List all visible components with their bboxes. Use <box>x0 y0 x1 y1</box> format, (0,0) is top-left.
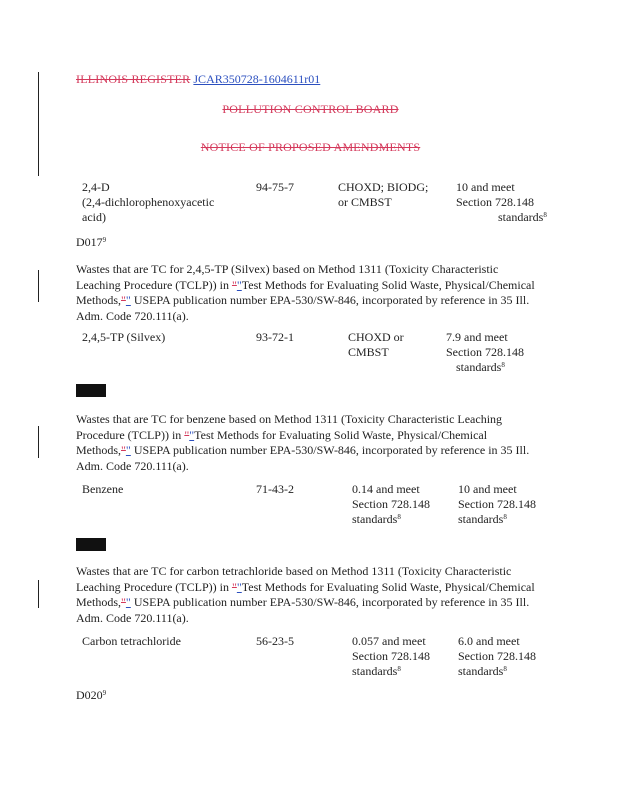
redaction-block <box>76 538 106 551</box>
footnote-mark: 8 <box>543 211 547 219</box>
register-struck: ILLINOIS REGISTER <box>76 72 191 86</box>
paragraph-line: Adm. Code 720.111(a). <box>76 308 189 323</box>
waste-name-line3: acid) <box>82 210 106 224</box>
deleted-mark: " <box>231 579 237 594</box>
paragraph <box>76 262 546 324</box>
footnote-mark: 8 <box>397 513 401 521</box>
concentration-line2: Section 728.148 <box>458 649 536 663</box>
revision-bar <box>38 426 39 458</box>
concentration-line3: standards <box>456 360 502 374</box>
waste-name-line2: (2,4-dichlorophenoxyacetic <box>82 195 215 209</box>
inserted-mark: " <box>125 595 131 609</box>
waste-name: 2,4,5-TP (Silvex) <box>82 330 166 344</box>
treatment-standard: CHOXD or <box>348 330 404 344</box>
paragraph-line: USEPA publication number EPA-530/SW-846, incorporated by reference in 35 Ill. <box>130 595 530 609</box>
paragraph-line: Test Methods for Evaluating Solid Waste, Physical/Chemical <box>241 579 535 594</box>
deleted-mark: " <box>121 443 126 457</box>
paragraph-line: Test Methods for Evaluating Solid Waste, Physical/Chemical <box>241 277 535 292</box>
deleted-mark: " <box>184 427 190 442</box>
paragraph-line: Wastes that are TC for 2,4,5-TP (Silvex) based on Method 1311 (Toxicity Characteristic <box>76 262 499 276</box>
waste-name: Benzene <box>82 482 124 496</box>
treatment-standard-line3: standards <box>352 664 398 678</box>
deleted-mark: " <box>231 277 237 292</box>
paragraph-line: Wastes that are TC for carbon tetrachloride based on Method 1311 (Toxicity Characteristic <box>76 564 512 578</box>
treatment-standard: 0.14 and meet <box>352 482 420 496</box>
concentration-line3: standards <box>458 664 504 678</box>
concentration-line2: Section 728.148 <box>456 195 534 209</box>
waste-code-label: D017 <box>76 235 103 249</box>
footnote-mark: 9 <box>102 236 107 244</box>
register-inserted: JCAR350728-1604611r01 <box>193 72 321 86</box>
paragraph-line: Methods, <box>76 443 121 457</box>
footnote-mark: 8 <box>503 665 507 673</box>
inserted-mark: " <box>125 443 131 457</box>
deleted-mark: " <box>121 293 126 307</box>
paragraph-line: Methods, <box>76 595 121 609</box>
cas-number: 71-43-2 <box>256 482 294 496</box>
treatment-standard-line2: or CMBST <box>338 195 392 209</box>
concentration: 10 and meet <box>456 180 515 194</box>
waste-code-label: D020 <box>76 688 103 702</box>
concentration-line3: standards <box>498 210 544 224</box>
cas-number: 93-72-1 <box>256 330 294 344</box>
paragraph <box>76 412 546 474</box>
board-title: POLLUTION CONTROL BOARD <box>222 102 399 116</box>
treatment-standard: CHOXD; BIODG; <box>338 180 429 194</box>
paragraph-line: Procedure (TCLP)) in <box>76 427 185 442</box>
treatment-standard-line2: Section 728.148 <box>352 497 430 511</box>
inserted-mark: " <box>189 427 195 442</box>
cas-number: 94-75-7 <box>256 180 294 194</box>
paragraph-line: USEPA publication number EPA-530/SW-846, incorporated by reference in 35 Ill. <box>130 293 530 307</box>
paragraph-line: Adm. Code 720.111(a). <box>76 458 189 473</box>
paragraph-line: Leaching Procedure (TCLP)) in <box>76 277 232 292</box>
treatment-standard: 0.057 and meet <box>352 634 426 648</box>
paragraph <box>76 564 546 626</box>
paragraph-line: Wastes that are TC for benzene based on Method 1311 (Toxicity Characteristic Leaching <box>76 412 503 426</box>
footnote-mark: 8 <box>503 513 507 521</box>
redaction-block <box>76 384 106 397</box>
treatment-standard-line3: standards <box>352 512 398 526</box>
footnote-mark: 9 <box>102 689 107 697</box>
deleted-mark: " <box>121 595 126 609</box>
concentration: 6.0 and meet <box>458 634 520 648</box>
revision-bar <box>38 72 39 176</box>
register-line <box>76 72 320 87</box>
paragraph-line: USEPA publication number EPA-530/SW-846, incorporated by reference in 35 Ill. <box>130 443 530 457</box>
concentration: 10 and meet <box>458 482 517 496</box>
waste-code <box>76 235 106 250</box>
inserted-mark: " <box>125 293 131 307</box>
paragraph-line: Test Methods for Evaluating Solid Waste, Physical/Chemical <box>194 427 488 442</box>
waste-code <box>76 688 106 703</box>
waste-name: Carbon tetrachloride <box>82 634 181 648</box>
revision-bar <box>38 270 39 302</box>
paragraph-line: Adm. Code 720.111(a). <box>76 610 189 625</box>
inserted-mark: " <box>236 277 242 292</box>
treatment-standard-line2: Section 728.148 <box>352 649 430 663</box>
concentration: 7.9 and meet <box>446 330 508 344</box>
concentration-line2: Section 728.148 <box>446 345 524 359</box>
inserted-mark: " <box>236 579 242 594</box>
footnote-mark: 8 <box>501 361 505 369</box>
footnote-mark: 8 <box>397 665 401 673</box>
revision-bar <box>38 580 39 608</box>
treatment-standard-line2: CMBST <box>348 345 389 359</box>
paragraph-line: Methods, <box>76 293 121 307</box>
paragraph-line: Leaching Procedure (TCLP)) in <box>76 579 232 594</box>
concentration-line2: Section 728.148 <box>458 497 536 511</box>
cas-number: 56-23-5 <box>256 634 294 648</box>
notice-title: NOTICE OF PROPOSED AMENDMENTS <box>200 140 421 154</box>
concentration-line3: standards <box>458 512 504 526</box>
waste-name: 2,4-D <box>82 180 110 194</box>
